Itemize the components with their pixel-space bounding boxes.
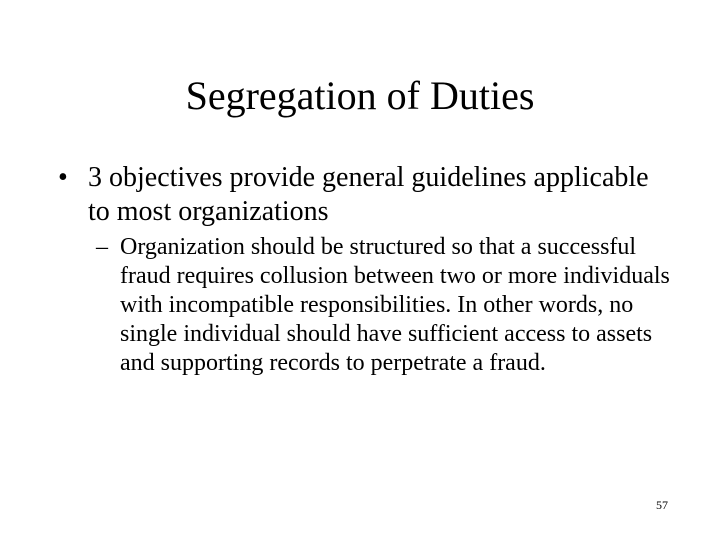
sub-bullet-marker: –: [96, 234, 108, 260]
bullet-item: [58, 161, 658, 229]
sub-bullet-item: [96, 233, 671, 378]
slide-title: Segregation of Duties: [185, 73, 535, 118]
sub-bullet-text: Organization should be structured so that a successful fraud requires collusion between two or more individuals with incompatible responsibilities. In other words, no single individual should have sufficient access to assets and supporting records to perpetrate a fraud.: [120, 234, 670, 376]
bullet-text: 3 objectives provide general guidelines applicable to most organizations: [88, 162, 649, 227]
page-number: 57: [656, 498, 668, 512]
bullet-marker: •: [58, 162, 68, 193]
